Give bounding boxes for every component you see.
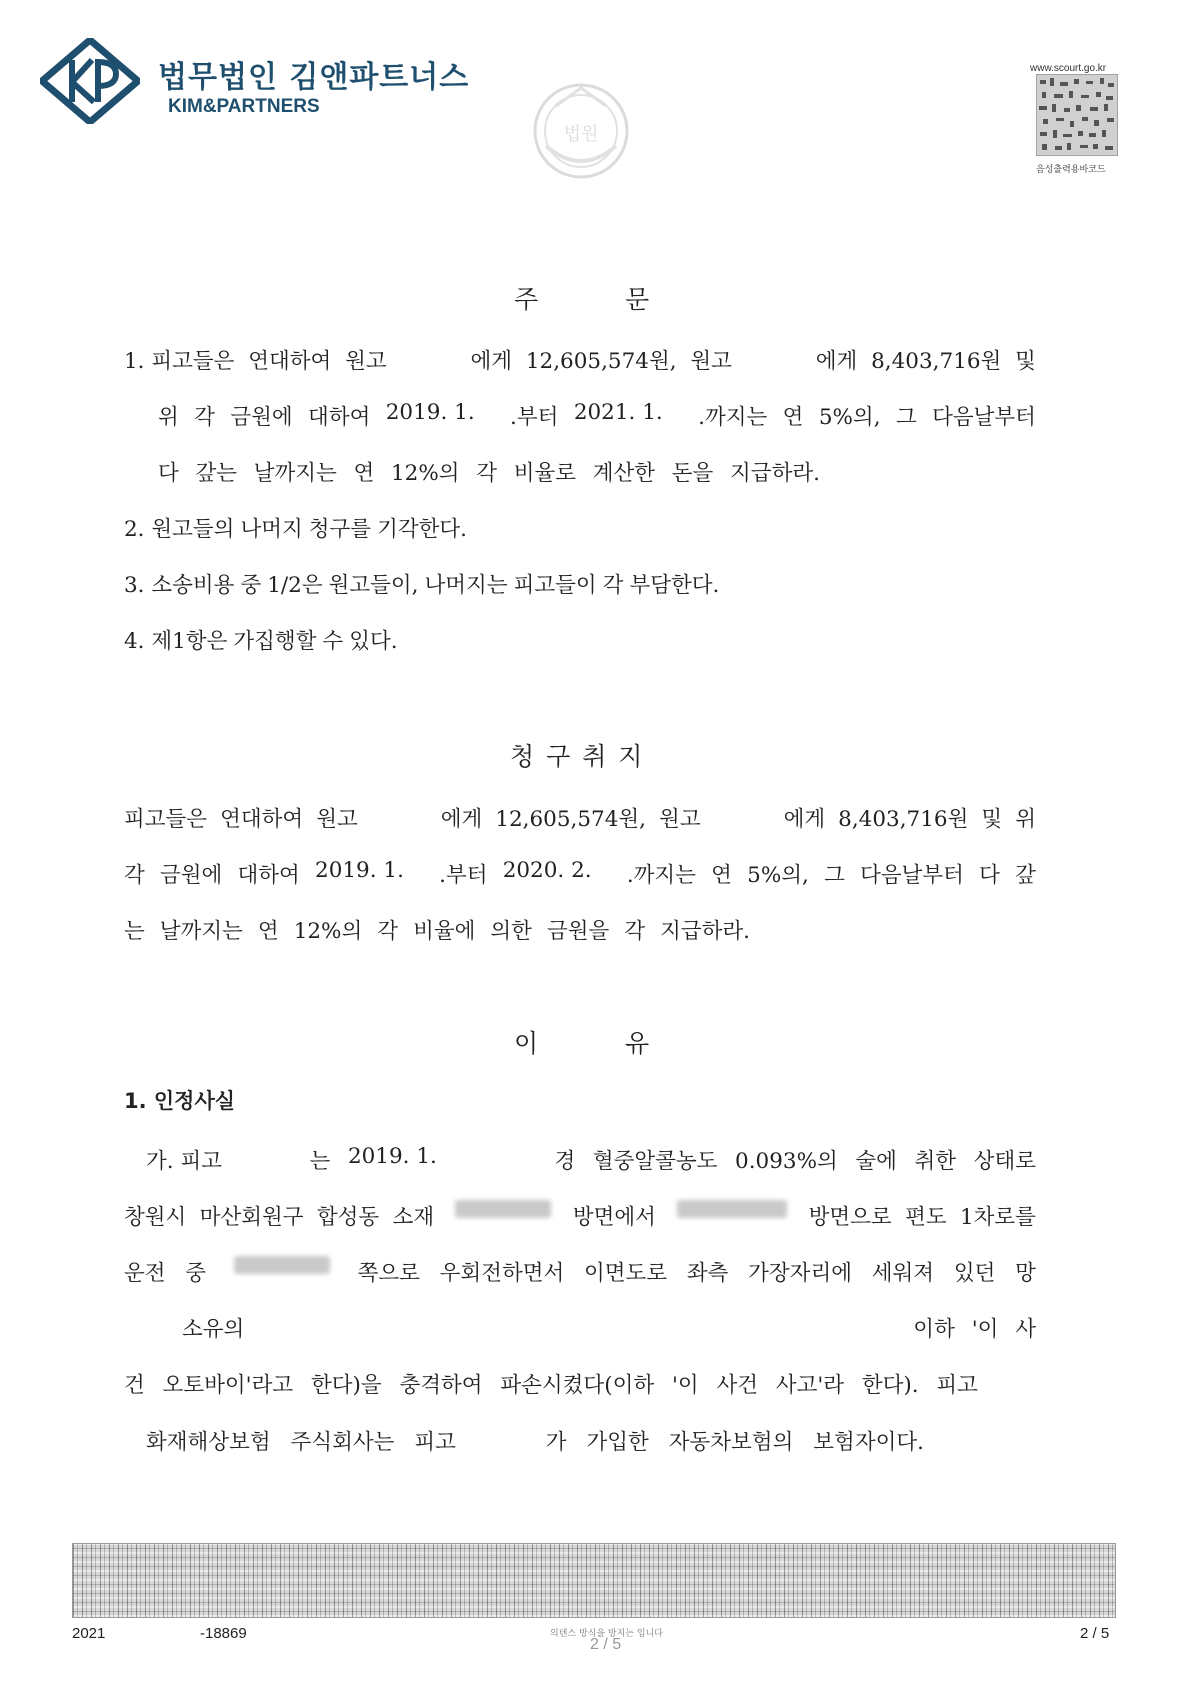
order-title-char-1: 주 — [514, 285, 541, 314]
reason-word: 가 — [545, 1430, 567, 1455]
page-number-center: 2 / 5 — [590, 1636, 622, 1653]
order-word: 각 — [194, 405, 215, 430]
reason-word: 파손시켰다(이하 — [500, 1373, 655, 1398]
order-word: 4. 제1항은 — [124, 629, 228, 654]
reason-word: 가장자리에 — [748, 1261, 852, 1286]
claim-word: 다음날부터 — [860, 863, 964, 888]
reason-word: 화재해상보험 — [146, 1430, 271, 1455]
claim-word: 갚 — [1015, 863, 1036, 888]
order-word: 중 — [240, 573, 262, 598]
claim-word: 5%의, — [747, 863, 809, 888]
reason-word: 한다). — [861, 1373, 919, 1398]
reason-word: '이 — [971, 1317, 999, 1342]
claim-word: 각 — [377, 919, 399, 944]
seal-text: 법원 — [563, 124, 599, 145]
redacted-location — [455, 1200, 551, 1218]
order-word: 원고 — [690, 349, 732, 374]
claim-word: 원고 — [659, 807, 701, 832]
claim-word: 에게 — [783, 807, 826, 832]
reason-word: 사고'라 — [775, 1373, 845, 1398]
order-word: 계산한 — [592, 461, 656, 486]
reason-word: 건 — [124, 1373, 145, 1398]
reason-word: 피고 — [414, 1430, 456, 1455]
section-heading-facts: 1. 인정사실 — [124, 1089, 236, 1113]
order-word: 가집행할 — [233, 629, 317, 654]
reason-word: 0.093%의 — [735, 1149, 838, 1174]
order-word: .까지는 — [698, 405, 768, 430]
order-word: 지급하라. — [730, 461, 820, 486]
order-word: 원고 — [345, 349, 387, 374]
order-word: 연 — [782, 405, 804, 430]
order-word: 나머지 — [240, 517, 303, 542]
reason-word: 상태로 — [973, 1149, 1036, 1174]
document-barcode-icon — [72, 1543, 1116, 1618]
order-word: 12,605,574원, — [525, 349, 677, 374]
reason-word: 이면도로 — [584, 1261, 668, 1286]
reason-word: 방면에서 — [572, 1205, 656, 1230]
claim-line-1 — [124, 802, 1036, 833]
case-number-prefix: 2021 — [72, 1625, 106, 1642]
order-word: 에게 — [815, 349, 858, 374]
reason-word: 방면으로 — [808, 1205, 892, 1230]
reason-word: '이 — [671, 1373, 699, 1398]
footer-note: 의텐스 방식을 방지는 입니다 — [550, 1629, 663, 1639]
reason-word: 혈중알콜농도 — [592, 1149, 718, 1174]
claim-word: .까지는 — [626, 863, 696, 888]
reason-word: 소유의 — [182, 1317, 245, 1342]
firm-logo-icon — [40, 38, 140, 124]
order-word: 3. 소송비용 — [124, 573, 235, 598]
reason-word: 가입한 — [586, 1430, 649, 1455]
redacted-location — [234, 1256, 330, 1274]
claim-word: 각 — [124, 863, 145, 888]
reason-word: 경 — [554, 1149, 576, 1174]
claim-word: 12%의 — [293, 919, 363, 944]
reason-word: 사 — [1015, 1317, 1036, 1342]
reason-line-2 — [124, 1200, 1036, 1231]
reason-title-char-1: 이 — [514, 1029, 541, 1058]
order-word: 청구를 — [308, 517, 372, 542]
claim-word: 연대하여 — [220, 807, 304, 832]
reason-word: 중 — [185, 1261, 207, 1286]
order-word: 8,403,716원 — [871, 349, 1002, 374]
claim-word: 및 — [981, 807, 1003, 832]
claim-word: .부터 — [439, 863, 488, 888]
claim-word: 대하여 — [237, 863, 300, 888]
order-line-1 — [124, 344, 1036, 375]
claim-word: 다 — [979, 863, 1000, 888]
order-word: 그 — [895, 405, 917, 430]
order-title-char-2: 문 — [625, 285, 652, 314]
reason-word: 망 — [1015, 1261, 1036, 1286]
order-word: 있다. — [349, 629, 398, 654]
order-word: 2. 원고들의 — [124, 517, 235, 542]
claim-word: 의한 — [490, 919, 532, 944]
claim-word: 지급하라. — [660, 919, 750, 944]
order-line-6 — [124, 624, 1036, 655]
reason-word: 1차로를 — [959, 1205, 1036, 1230]
order-word: 부담한다. — [629, 573, 720, 598]
order-word: 나머지는 — [424, 573, 508, 598]
order-line-2 — [158, 400, 1036, 431]
claim-word: 각 — [624, 919, 646, 944]
order-word: 돈을 — [671, 461, 714, 486]
order-word: 대하여 — [308, 405, 371, 430]
order-word: 에게 — [470, 349, 513, 374]
claim-word: 피고들은 — [124, 807, 208, 832]
firm-name-english: KIM&PARTNERS — [168, 96, 320, 117]
reason-word: 소재 — [392, 1205, 435, 1230]
order-word: 연 — [353, 461, 375, 486]
order-word: 기각한다. — [377, 517, 467, 542]
reason-line-5 — [124, 1368, 978, 1399]
reason-word: 운전 — [124, 1261, 166, 1286]
order-word: 수 — [322, 629, 344, 654]
claim-word: 8,403,716원 — [838, 807, 969, 832]
order-word: 각 — [602, 573, 624, 598]
order-word: 1. 피고들은 — [124, 349, 235, 374]
reason-word: 보험자이다. — [813, 1430, 924, 1455]
order-word: 다 — [158, 461, 179, 486]
reason-title-char-2: 유 — [625, 1029, 652, 1058]
reason-word: 는 — [309, 1149, 331, 1174]
order-word: 연대하여 — [248, 349, 332, 374]
order-word: 금원에 — [230, 405, 293, 430]
order-word: 1/2은 — [267, 573, 323, 598]
qr-code-icon — [1036, 74, 1118, 156]
claim-word: 연 — [711, 863, 732, 888]
reason-word: 있던 — [953, 1261, 996, 1286]
order-word: .부터 — [510, 405, 559, 430]
firm-name-korean: 법무법인 김앤파트너스 — [158, 60, 470, 95]
order-word: 2021. 1. — [573, 400, 663, 425]
order-word: 비율로 — [513, 461, 577, 486]
reason-line-1 — [146, 1144, 1036, 1175]
claim-word: 그 — [824, 863, 845, 888]
reason-word: 마산회원구 — [199, 1205, 304, 1230]
order-word: 및 — [1015, 349, 1036, 374]
reason-word: 창원시 — [124, 1205, 187, 1230]
order-word: 갚는 — [195, 461, 238, 486]
order-word: 각 — [476, 461, 498, 486]
order-word: 5%의, — [818, 405, 881, 430]
order-word: 피고들이 — [513, 573, 597, 598]
reason-word: 좌측 — [686, 1261, 729, 1286]
reason-line-3 — [124, 1256, 1036, 1287]
claim-word: 에게 — [440, 807, 483, 832]
reason-line-6 — [146, 1425, 924, 1456]
order-word: 12%의 — [391, 461, 460, 486]
claim-word: 금원에 — [159, 863, 223, 888]
reason-word: 사건 — [716, 1373, 758, 1398]
claim-line-2 — [124, 858, 1036, 889]
case-number-suffix: -18869 — [200, 1625, 247, 1642]
reason-word: 한다)을 — [310, 1373, 382, 1398]
order-word: 다음날부터 — [932, 405, 1036, 430]
order-word: 원고들이, — [328, 573, 419, 598]
order-line-5 — [124, 568, 1036, 599]
claim-word: 금원을 — [546, 919, 610, 944]
order-line-4 — [124, 512, 1036, 543]
order-line-3 — [158, 456, 820, 487]
reason-line-4-end — [913, 1312, 1036, 1343]
claim-word: 비율에 — [413, 919, 476, 944]
reason-word: 오토바이'라고 — [162, 1373, 294, 1398]
redacted-location — [677, 1200, 787, 1218]
reason-word: 주식회사는 — [290, 1430, 395, 1455]
reason-word: 쪽으로 — [357, 1261, 420, 1286]
claim-word: 2019. 1. — [315, 858, 404, 883]
claim-word: 원고 — [316, 807, 358, 832]
qr-caption: 음성출력용바코드 — [1036, 165, 1106, 175]
reason-word: 이하 — [913, 1317, 955, 1342]
reason-word: 합성동 — [316, 1205, 380, 1230]
claim-title: 청 구 취 지 — [510, 742, 645, 771]
reason-word: 2019. 1. — [347, 1144, 437, 1169]
claim-line-3 — [124, 914, 750, 945]
reason-word: 우회전하면서 — [439, 1261, 565, 1286]
court-seal-watermark-icon — [526, 76, 636, 186]
claim-word: 위 — [1015, 807, 1036, 832]
reason-word: 충격하여 — [399, 1373, 483, 1398]
reason-word: 편도 — [905, 1205, 947, 1230]
reason-word: 가. 피고 — [146, 1149, 222, 1174]
reason-line-4 — [182, 1312, 1036, 1343]
order-word: 날까지는 — [253, 461, 337, 486]
reason-word: 술에 — [855, 1149, 897, 1174]
reason-word: 자동차보험의 — [668, 1430, 794, 1455]
order-word: 2019. 1. — [385, 400, 475, 425]
claim-word: 12,605,574원, — [495, 807, 647, 832]
court-website-url: www.scourt.go.kr — [1030, 63, 1107, 74]
reason-word: 피고 — [936, 1373, 978, 1398]
page-number: 2 / 5 — [1080, 1625, 1110, 1642]
claim-word: 는 — [124, 919, 145, 944]
claim-word: 날까지는 — [159, 919, 243, 944]
claim-word: 2020. 2. — [502, 858, 592, 883]
order-word: 위 — [158, 405, 179, 430]
claim-word: 연 — [257, 919, 279, 944]
reason-word: 취한 — [914, 1149, 957, 1174]
reason-word: 세워져 — [871, 1261, 935, 1286]
